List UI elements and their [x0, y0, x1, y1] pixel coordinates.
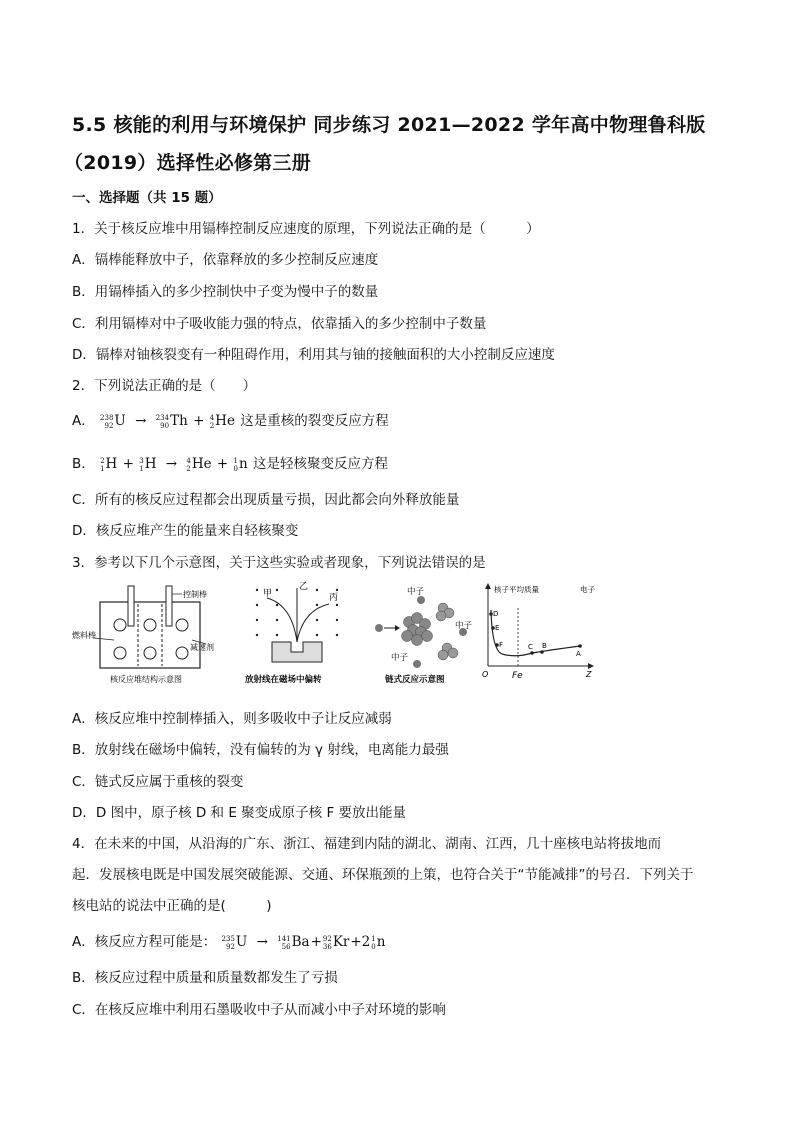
mass-number: 234: [155, 413, 170, 422]
nuclide: [100, 413, 126, 430]
q2-b-label: B．: [72, 456, 95, 472]
q2-a-label: A．: [72, 413, 95, 429]
q3-stem: 3．参考以下几个示意图，关于这些实验或者现象，下列说法错误的是: [72, 555, 486, 571]
graph-title: 核子平均质量: [494, 585, 539, 594]
label-neutron-1: 中子: [407, 587, 425, 597]
label-fuel-rod: 燃料棒: [72, 631, 96, 640]
q2-a-formula: [99, 413, 240, 429]
atomic-number: 1: [139, 464, 144, 473]
mass-number: 2: [100, 456, 105, 465]
plus-sign: +: [193, 413, 205, 429]
element-symbol: n: [238, 456, 248, 472]
q3-option-b: B．放射线在磁场中偏转，没有偏转的为 γ 射线，电离能力最强: [72, 742, 449, 758]
label-neutron-3: 中子: [391, 653, 409, 663]
label-control-rod: 控制棒: [183, 590, 207, 599]
element-symbol: Kr: [332, 934, 350, 950]
q3-option-a: A．核反应堆中控制棒插入，则多吸收中子让反应减弱: [72, 711, 392, 727]
q3-option-d: D．D 图中，原子核 D 和 E 聚变成原子核 F 要放出能量: [72, 805, 407, 821]
label-moderator: 减速剂: [190, 643, 214, 652]
atomic-number: 1: [100, 464, 105, 473]
atomic-number: 0: [233, 464, 238, 473]
mass-number: 1: [371, 934, 376, 943]
q4-stem-line-2: 起．发展核电既是中国发展突破能源、交通、环保瓶颈的上策，也符合关于“节能减排”的号召．下列关于: [72, 867, 694, 883]
point-a: A: [576, 650, 581, 658]
axis-fe-label: Fe: [512, 671, 523, 681]
plus-sign: +2: [350, 934, 371, 950]
q2-b-formula: [99, 456, 253, 472]
nuclide: [222, 934, 248, 951]
nuclide: [277, 934, 309, 951]
caption-radiation: 放射线在磁场中偏转: [245, 675, 322, 685]
atomic-number: 90: [160, 421, 170, 430]
atomic-number: 36: [322, 942, 332, 951]
q3-option-c: C．链式反应属于重核的裂变: [72, 774, 244, 790]
q4-option-b: B．核反应过程中质量和质量数都发生了亏损: [72, 970, 338, 986]
nucleon-mass-graph: [480, 580, 600, 690]
atomic-number: 92: [104, 421, 114, 430]
element-symbol: U: [235, 934, 248, 950]
atomic-number: 92: [226, 942, 235, 951]
reaction-arrow: →: [256, 934, 268, 950]
document-title: [64, 106, 732, 182]
atomic-number: 2: [209, 421, 215, 430]
point-e: E: [495, 624, 500, 632]
nuclide: [156, 413, 188, 430]
point-c: C: [528, 643, 533, 651]
label-yi: 乙: [299, 582, 309, 592]
element-symbol: He: [215, 413, 235, 429]
radiation-deflection-diagram: [237, 580, 362, 690]
q1-option-a: A．镉棒能释放中子，依靠释放的多少控制反应速度: [72, 252, 379, 268]
atomic-number: 2: [186, 464, 191, 473]
q2-stem: 2．下列说法正确的是（ ）: [72, 378, 257, 394]
plus-sign: +: [216, 456, 229, 472]
element-symbol: Ba: [291, 934, 310, 950]
label-bing: 丙: [329, 593, 339, 603]
mass-number: 238: [100, 413, 114, 422]
axis-origin: O: [482, 670, 489, 679]
point-b: B: [542, 642, 547, 650]
q1-option-d: D．镉棒对铀核裂变有一种阻碍作用，利用其与铀的接触面积的大小控制反应速度: [72, 347, 555, 363]
chain-reaction-diagram: [367, 580, 482, 690]
element-symbol: H: [105, 456, 118, 472]
q4-option-c: C．在核反应堆中利用石墨吸收中子从而减小中子对环境的影响: [72, 1002, 446, 1018]
element-symbol: He: [191, 456, 212, 472]
mass-number: 4: [209, 413, 215, 422]
q4-stem-line-1: 4．在未来的中国，从沿海的广东、浙江、福建到内陆的湖北、湖南、江西，几十座核电站将拔地而: [72, 836, 662, 852]
q1-stem: 1．关于核反应堆中用镉棒控制反应速度的原理，下列说法正确的是（ ）: [72, 221, 540, 237]
nuclide: [210, 413, 235, 430]
mass-number: 1: [233, 456, 238, 465]
q2-option-c: C．所有的核反应过程都会出现质量亏损，因此都会向外释放能量: [72, 492, 460, 508]
reactor-structure-diagram: [72, 580, 222, 690]
axis-z-label: Z: [586, 670, 592, 679]
reaction-arrow: →: [135, 413, 147, 429]
plus-sign: +: [122, 456, 134, 472]
q1-option-c: C．利用镉棒对中子吸收能力强的特点，依靠插入的多少控制中子数量: [72, 316, 487, 332]
q2-b-text: 这是轻核聚变反应方程: [252, 456, 388, 472]
element-symbol: U: [114, 413, 126, 429]
mass-number: 141: [277, 934, 291, 943]
mass-number: 235: [221, 934, 235, 943]
label-jia: 甲: [263, 589, 273, 599]
nuclide: [186, 456, 211, 473]
q3-figures: [72, 580, 672, 690]
element-symbol: n: [376, 934, 386, 950]
nuclide: [234, 456, 248, 473]
atomic-number: 56: [281, 942, 291, 951]
q4-a-label: A．核反应方程可能是：: [72, 934, 217, 950]
q2-option-d: D．核反应堆产生的能量来自轻核聚变: [72, 523, 299, 539]
q1-option-b: B．用镉棒插入的多少控制快中子变为慢中子的数量: [72, 284, 379, 300]
nuclide: [100, 456, 117, 473]
reaction-arrow: →: [165, 456, 178, 472]
q4-stem-line-3: 核电站的说法中正确的是( ): [72, 898, 272, 914]
q2-a-text: 这是重核的裂变反应方程: [240, 413, 389, 429]
mass-number: 92: [322, 934, 332, 943]
q4-a-formula: [216, 934, 386, 950]
nuclide: [139, 456, 156, 473]
section-heading: 一、选择题（共 15 题）: [72, 190, 222, 206]
caption-reactor: 核反应堆结构示意图: [110, 675, 182, 684]
mass-number: 3: [139, 456, 144, 465]
label-neutron-2: 中子: [455, 621, 473, 631]
point-d: D: [493, 610, 499, 618]
graph-title-right: 电子: [580, 585, 595, 594]
point-f: F: [499, 641, 504, 649]
element-symbol: Th: [170, 413, 188, 429]
atomic-number: 0: [371, 942, 376, 951]
mass-number: 4: [186, 456, 191, 465]
q2-option-b: [72, 452, 388, 473]
caption-chain: 链式反应示意图: [385, 675, 445, 685]
q4-option-a: [72, 930, 386, 951]
title-line-2: （2019）选择性必修第三册: [64, 152, 312, 174]
element-symbol: H: [144, 456, 157, 472]
nuclide: [323, 934, 349, 951]
nuclide: [371, 934, 385, 951]
q2-option-a: [72, 409, 389, 430]
title-line-1: 5.5 核能的利用与环境保护 同步练习 2021—2022 学年高中物理鲁科版: [72, 114, 706, 136]
plus-sign: +: [310, 934, 322, 950]
